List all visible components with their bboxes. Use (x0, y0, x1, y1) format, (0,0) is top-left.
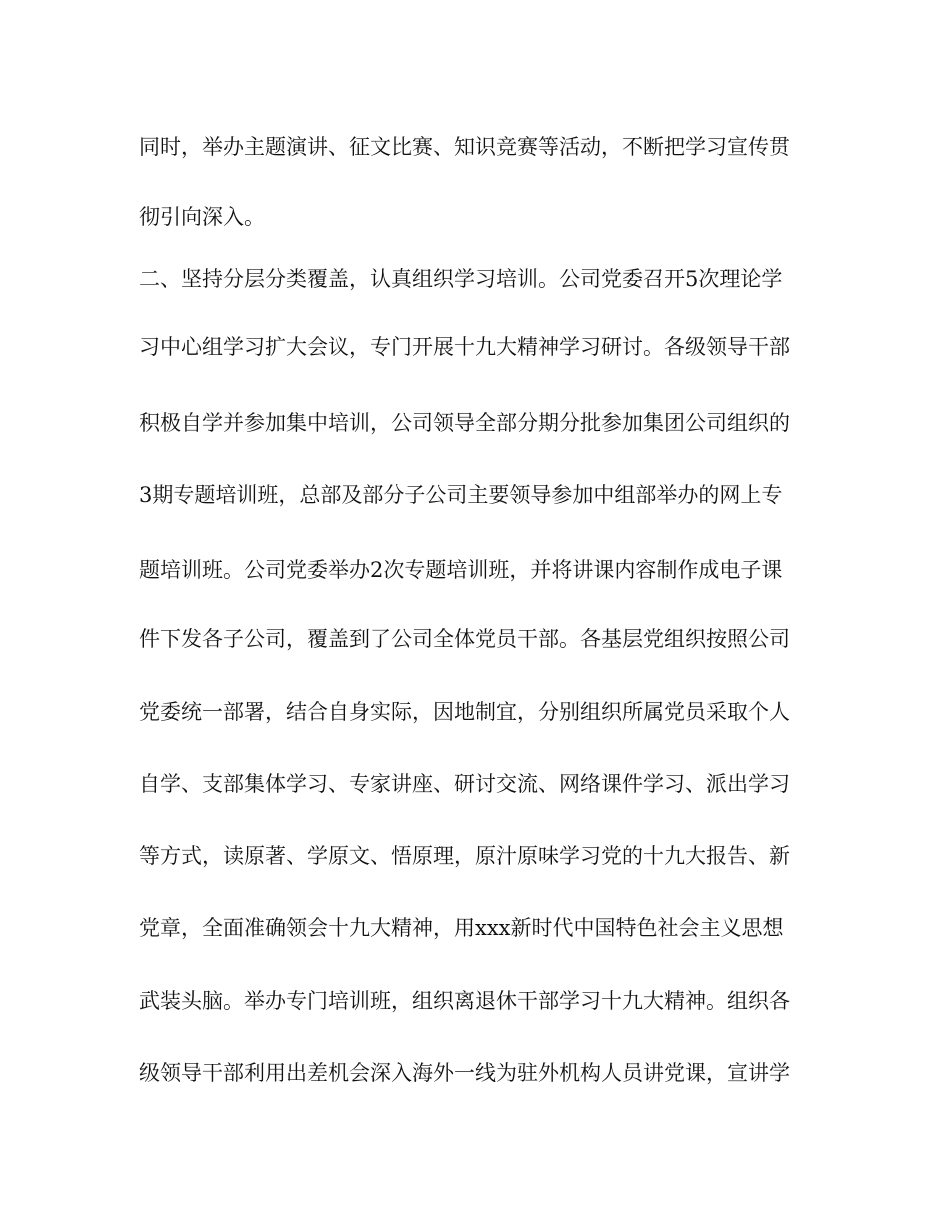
text-line: 等方式，读原著、学原文、悟原理，原汁原味学习党的十九大报告、新 (139, 844, 790, 868)
text-line: 武装头脑。举办专门培训班，组织离退休干部学习十九大精神。组织各 (139, 989, 790, 1013)
text-line: 彻引向深入。 (139, 205, 265, 229)
text-line: 积极自学并参加集中培训，公司领导全部分期分批参加集团公司组织的 (139, 411, 790, 435)
text-line: 题培训班。公司党委举办2次专题培训班，并将讲课内容制作成电子课 (139, 558, 783, 582)
text-line: 二、坚持分层分类覆盖，认真组织学习培训。公司党委召开5次理论学 (139, 267, 783, 291)
text-line: 3期专题培训班，总部及部分子公司主要领导参加中组部举办的网上专 (139, 483, 783, 507)
text-line: 习中心组学习扩大会议，专门开展十九大精神学习研讨。各级领导干部 (139, 335, 790, 359)
text-line: 党委统一部署，结合自身实际，因地制宜，分别组织所属党员采取个人 (139, 700, 790, 724)
text-line: 党章，全面准确领会十九大精神，用xxx新时代中国特色社会主义思想 (139, 916, 784, 940)
text-line: 件下发各子公司，覆盖到了公司全体党员干部。各基层党组织按照公司 (139, 627, 790, 651)
text-line: 自学、支部集体学习、专家讲座、研讨交流、网络课件学习、派出学习 (139, 772, 790, 796)
text-line: 同时，举办主题演讲、征文比赛、知识竞赛等活动，不断把学习宣传贯 (139, 135, 790, 159)
text-line: 级领导干部利用出差机会深入海外一线为驻外机构人员讲党课，宣讲学 (139, 1061, 790, 1085)
